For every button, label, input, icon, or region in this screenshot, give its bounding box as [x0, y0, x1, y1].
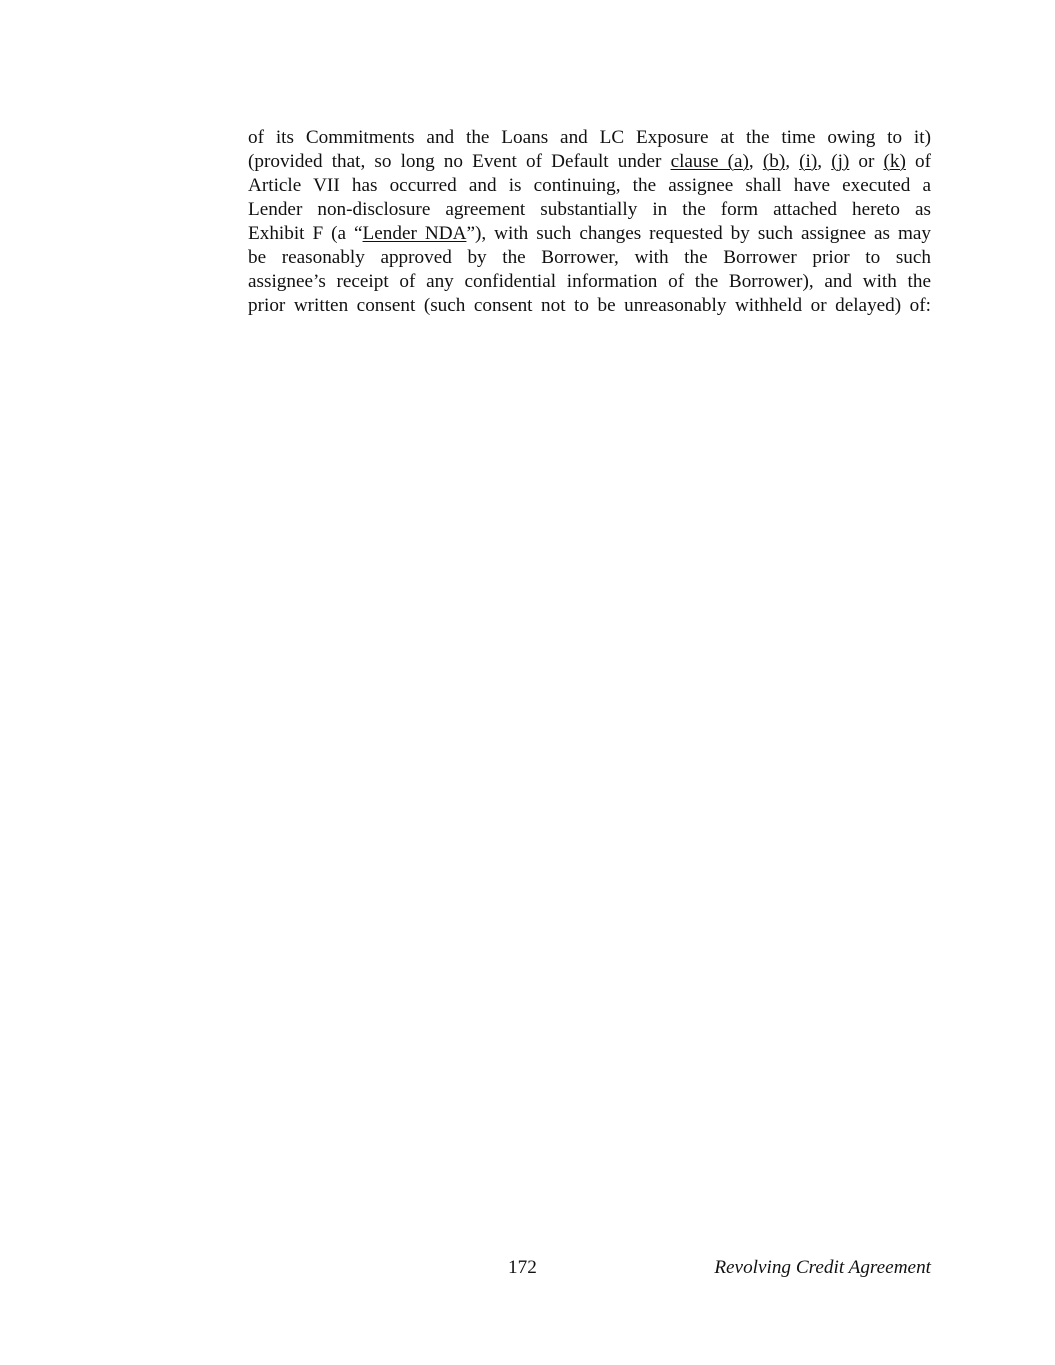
- text-line: [248, 126, 931, 150]
- text-line: [248, 150, 931, 174]
- intro-paragraph: [248, 126, 931, 318]
- text-run: ,: [817, 151, 832, 172]
- text-line: [248, 222, 931, 246]
- text-run: be reasonably approved by the Borrower, with the Borrower prior to such: [248, 247, 931, 268]
- cross-reference: (i): [799, 151, 818, 172]
- text-run: ,: [748, 151, 763, 172]
- text-run: Article VII has occurred and is continuing, the assignee shall have executed a: [248, 175, 931, 196]
- cross-reference: (k): [883, 151, 906, 172]
- text-run: Lender non-disclosure agreement substantially in the form attached hereto as: [248, 199, 931, 220]
- text-line: [248, 198, 931, 222]
- text-run: prior written consent (such consent not to be unreasonably withheld or delayed) of:: [248, 295, 931, 316]
- text-run: ,: [785, 151, 800, 172]
- text-line: [248, 270, 931, 294]
- text-line: [248, 174, 931, 198]
- document-title: Revolving Credit Agreement: [714, 1257, 931, 1278]
- text-run: Exhibit F (a “: [248, 223, 363, 244]
- text-run: of its Commitments and the Loans and LC Exposure at the time owing to it): [248, 127, 931, 148]
- text-run: ”), with such changes requested by such assignee as may: [466, 223, 931, 244]
- text-run: or: [849, 151, 884, 172]
- text-line: [248, 294, 931, 318]
- text-run: of: [905, 151, 932, 172]
- text-line: [248, 246, 931, 270]
- text-run: (provided that, so long no Event of Default under: [248, 151, 671, 172]
- cross-reference: clause (a): [670, 151, 749, 172]
- page-number: 172: [508, 1257, 537, 1278]
- cross-reference: (b): [762, 151, 786, 172]
- cross-reference: (j): [831, 151, 850, 172]
- text-run: assignee’s receipt of any confidential information of the Borrower), and with the: [248, 271, 931, 292]
- cross-reference: Lender NDA: [362, 223, 467, 244]
